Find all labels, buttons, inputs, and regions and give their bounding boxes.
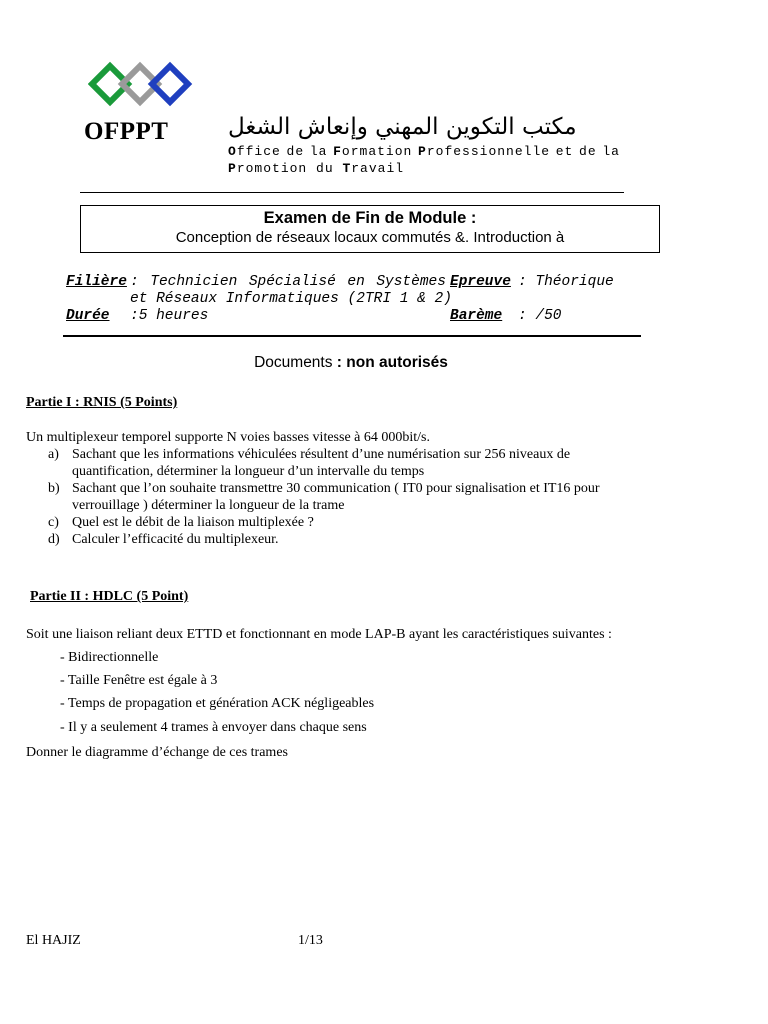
org-acronym: OFPPT (84, 118, 169, 145)
part2-bullet: - Il y a seulement 4 trames à envoyer dans chaque sens (60, 720, 367, 735)
part2-bullet: - Bidirectionnelle (60, 650, 159, 665)
question-d: d) Calculer l’efficacité du multiplexeur. (48, 532, 279, 547)
exam-subtitle: Conception de réseaux locaux commutés &. Introduction à (175, 229, 565, 246)
part2-bullet: - Temps de propagation et génération ACK négligeables (60, 696, 375, 711)
org-name-line2: Promotion du Travail (228, 161, 405, 176)
part2-title: Partie II : HDLC (5 Point) (30, 589, 189, 604)
org-word: Formation (333, 144, 413, 159)
part1-title: Partie I : RNIS (5 Points) (26, 395, 178, 410)
page-number: 1/13 (298, 933, 323, 948)
epreuve-label: Epreuve (450, 274, 511, 290)
org-word: la (309, 144, 328, 159)
part1-questions (48, 446, 600, 548)
exam-title: Examen de Fin de Module : (263, 209, 477, 227)
question-b: b) Sachant que l’on souhaite transmettre 30 communication ( IT0 pour signalisation et IT16 pour verrouillage ) déterminer la longueur de la trame (48, 481, 600, 513)
filiere-value-line1: : Technicien Spécialisé en Systèmes (130, 274, 446, 290)
part1-intro: Un multiplexeur temporel supporte N voies basses vitesse à 64 000bit/s. (26, 430, 430, 445)
duree-label: Durée (66, 308, 110, 324)
org-word: de (286, 144, 305, 159)
footer-author: El HAJIZ (26, 933, 81, 948)
org-word: de (579, 144, 597, 159)
bareme-value: : /50 (518, 308, 562, 324)
question-c: c) Quel est le débit de la liaison multiplexée ? (48, 515, 314, 530)
epreuve-value: : Théorique (518, 274, 614, 290)
part2-instruction: Donner le diagramme d’échange de ces trames (26, 745, 288, 760)
ofppt-logo (88, 58, 196, 110)
org-word: et (555, 144, 574, 159)
part2-intro: Soit une liaison reliant deux ETTD et fonctionnant en mode LAP-B ayant les caractéristiques suivantes : (26, 627, 612, 642)
part2-bullet: - Taille Fenêtre est égale à 3 (60, 673, 218, 688)
org-name-line1 (228, 144, 620, 159)
org-name-arabic: مكتب التكوين المهني وإنعاش الشغل (228, 114, 577, 140)
org-word: Professionnelle (418, 144, 551, 159)
org-word: la (602, 144, 620, 159)
header-divider (80, 192, 624, 193)
bareme-label: Barème (450, 308, 503, 324)
duree-value: :5 heures (130, 308, 209, 324)
filiere-value-line2: et Réseaux Informatiques (2TRI 1 & 2) (130, 291, 452, 307)
info-divider (63, 335, 641, 337)
documents-notice: Documents : non autorisés (254, 354, 448, 371)
filiere-label: Filière (66, 274, 127, 290)
org-word: Office (228, 144, 281, 159)
question-a: a) Sachant que les informations véhiculées résultent d’une numérisation sur 256 niveaux de quantification, déterminer la longueur d’un intervalle du temps (48, 447, 571, 479)
